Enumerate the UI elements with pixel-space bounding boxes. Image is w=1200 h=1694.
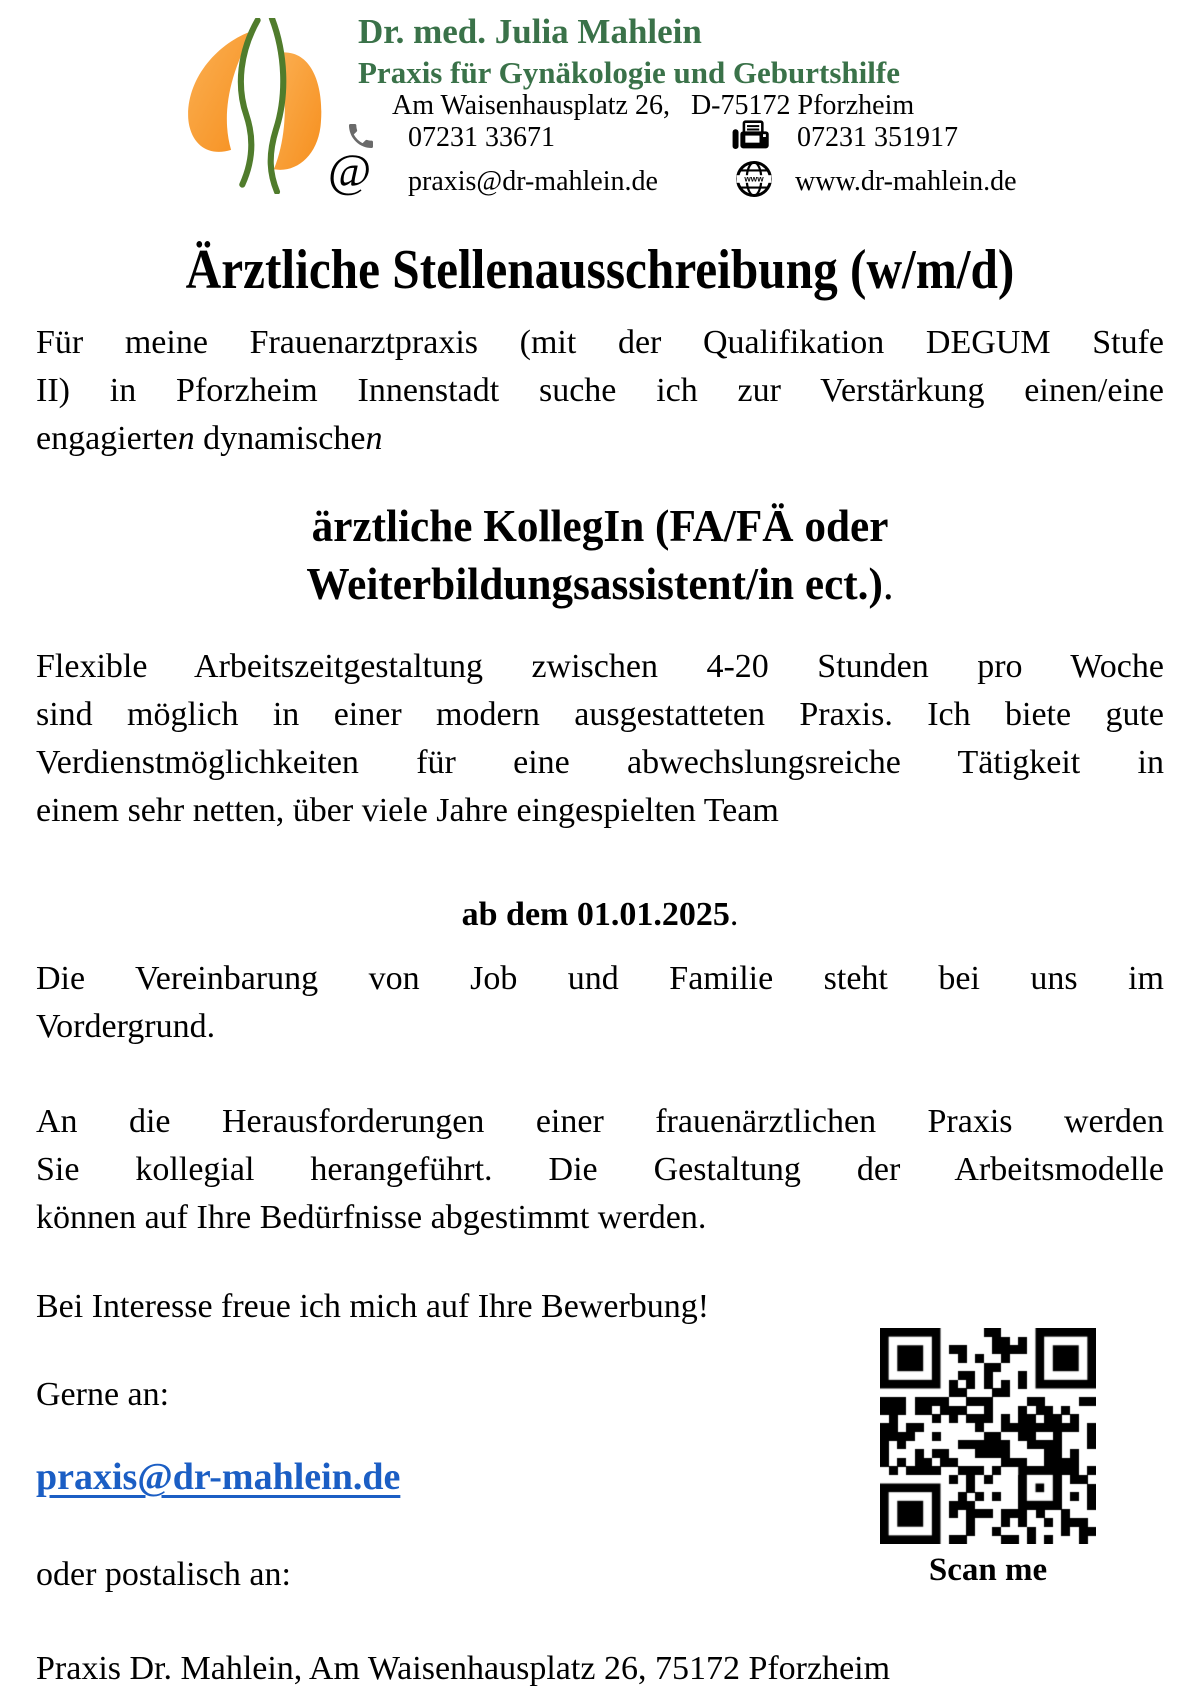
- letterhead: [0, 0, 1200, 205]
- intro-paragraph: Für meine Frauenarztpraxis (mit der Qualifikation DEGUM Stufe II) in Pforzheim Innenstadt suche ich zur Verstärkung einen/eine engagierten dynamischen: [36, 319, 1164, 463]
- intro-last-line: engagierten dynamischen: [36, 420, 383, 457]
- job-title-line1: ärztliche KollegIn (FA/FÄ oder: [311, 500, 889, 551]
- challenge-paragraph: An die Herausforderungen einer frauenärztlichen Praxis werden Sie kollegial herangeführt. Die Gestaltung der Arbeitsmodelle können auf Ihre Bedürfnisse abgestimmt werden.: [36, 1103, 1164, 1236]
- gerne-an-label: Gerne an:: [36, 1376, 170, 1413]
- interest-line: Bei Interesse freue ich mich auf Ihre Bewerbung!: [36, 1288, 710, 1325]
- fax-icon: [731, 120, 771, 154]
- practice-logo-icon: [178, 18, 326, 194]
- email-at-icon: @: [328, 145, 372, 197]
- globe-www-label: www: [744, 174, 764, 184]
- family-paragraph: Die Vereinbarung von Job und Familie steht bei uns im Vordergrund.: [36, 960, 1164, 1045]
- practice-address: Am Waisenhausplatz 26, D-75172 Pforzheim: [392, 90, 915, 121]
- fax-number: 07231 351917: [797, 122, 958, 153]
- postal-label: oder postalisch an:: [36, 1556, 291, 1593]
- page-title: Ärztliche Stellenausschreibung (w/m/d): [185, 239, 1015, 301]
- scan-me-label: Scan me: [928, 1552, 1048, 1588]
- globe-www-icon: [735, 160, 773, 198]
- email-link[interactable]: praxis@dr-mahlein.de: [36, 1456, 401, 1498]
- qr-code: [880, 1328, 1096, 1544]
- qr-block: [880, 1328, 1096, 1589]
- postal-address-line: Praxis Dr. Mahlein, Am Waisenhausplatz 26, 75172 Pforzheim: [36, 1650, 891, 1687]
- start-date-line: ab dem 01.01.2025.: [461, 896, 739, 933]
- header-website: www.dr-mahlein.de: [795, 166, 1017, 197]
- job-title-line2: Weiterbildungsassistent/in ect.).: [306, 558, 894, 609]
- doctor-name: Dr. med. Julia Mahlein: [358, 12, 702, 51]
- practice-name: Praxis für Gynäkologie und Geburtshilfe: [358, 55, 900, 90]
- offer-paragraph: Flexible Arbeitszeitgestaltung zwischen 4-20 Stunden pro Woche sind möglich in einer modern ausgestatteten Praxis. Ich biete gute Verdienstmöglichkeiten für eine abwechslungsreiche Tätigkeit in einem sehr netten, über viele Jahre eingespielten Team: [36, 648, 1164, 829]
- phone-number: 07231 33671: [408, 122, 555, 153]
- header-email: praxis@dr-mahlein.de: [408, 166, 658, 197]
- job-title-heading: [70, 497, 1130, 613]
